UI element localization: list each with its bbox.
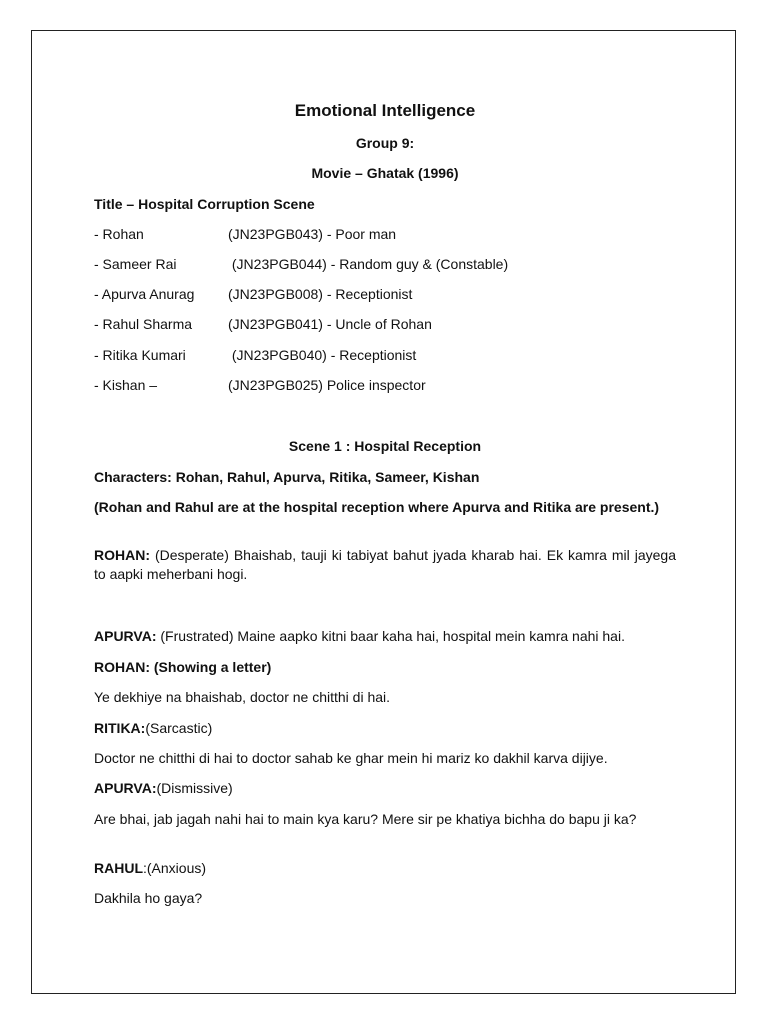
speaker-direction: (Dismissive) [156, 780, 233, 796]
speaker-direction: (Sarcastic) [145, 720, 213, 736]
cast-row [94, 256, 508, 272]
cast-row [94, 226, 396, 242]
cast-row [94, 377, 426, 393]
cast-name: - Rahul Sharma [94, 316, 193, 332]
document-page [31, 30, 736, 994]
movie-label: Movie – Ghatak (1996) [311, 165, 459, 181]
dialogue-line [94, 720, 212, 736]
group-label: Group 9: [355, 135, 415, 151]
speaker-name: ROHAN: [94, 547, 150, 563]
stage-direction: (Rohan and Rahul are at the hospital reception where Apurva and Ritika are present.) [94, 499, 660, 515]
cast-role: (JN23PGB040) - Receptionist [228, 347, 417, 363]
cast-name: - Sameer Rai [94, 256, 177, 272]
dialogue-line [94, 860, 206, 876]
dialogue-text: Ye dekhiye na bhaishab, doctor ne chitthi di hai. [94, 689, 391, 705]
cast-name: - Ritika Kumari [94, 347, 186, 363]
dialogue-text: Are bhai, jab jagah nahi hai to main kya karu? Mere sir pe khatiya bichha do bapu ji ka? [94, 811, 637, 827]
dialogue-line [94, 780, 233, 796]
dialogue-text: Maine aapko kitni baar kaha hai, hospital mein kamra nahi hai. [237, 628, 625, 644]
characters-line: Characters: Rohan, Rahul, Apurva, Ritika, Sameer, Kishan [94, 469, 480, 485]
cast-role: (JN23PGB043) - Poor man [228, 226, 397, 242]
speaker-direction: :(Anxious) [143, 860, 207, 876]
speaker-name: APURVA: [94, 780, 157, 796]
cast-row [94, 316, 432, 332]
cast-role: (JN23PGB025) Police inspector [228, 377, 426, 393]
dialogue-text: Dakhila ho gaya? [94, 890, 203, 906]
speaker-name: APURVA: [94, 628, 157, 644]
scene-title: Title – Hospital Corruption Scene [94, 196, 315, 212]
dialogue-line [94, 628, 625, 644]
dialogue-text: Doctor ne chitthi di hai to doctor sahab ke ghar mein hi mariz ko dakhil karva dijiye. [94, 750, 608, 766]
speaker-name: RITIKA: [94, 720, 146, 736]
cast-role: (JN23PGB008) - Receptionist [228, 286, 413, 302]
document-title: Emotional Intelligence [294, 101, 476, 120]
cast-role: (JN23PGB044) - Random guy & (Constable) [228, 256, 509, 272]
speaker-direction: (Frustrated) [156, 628, 238, 644]
cast-role: (JN23PGB041) - Uncle of Rohan [228, 316, 432, 332]
dialogue-line [94, 546, 676, 584]
cast-row [94, 347, 416, 363]
speaker-name: ROHAN: (Showing a letter) [94, 659, 272, 675]
speaker-name: RAHUL [94, 860, 143, 876]
cast-name: - Rohan [94, 226, 144, 242]
cast-name: - Apurva Anurag [94, 286, 195, 302]
scene-heading: Scene 1 : Hospital Reception [288, 438, 482, 454]
dialogue-text: Bhaishab, tauji ki tabiyat bahut jyada kharab hai. Ek kamra mil jayega to aapki meherbani hogi. [94, 547, 676, 582]
cast-name: - Kishan – [94, 377, 158, 393]
speaker-direction: (Desperate) [150, 547, 234, 563]
cast-row [94, 286, 412, 302]
